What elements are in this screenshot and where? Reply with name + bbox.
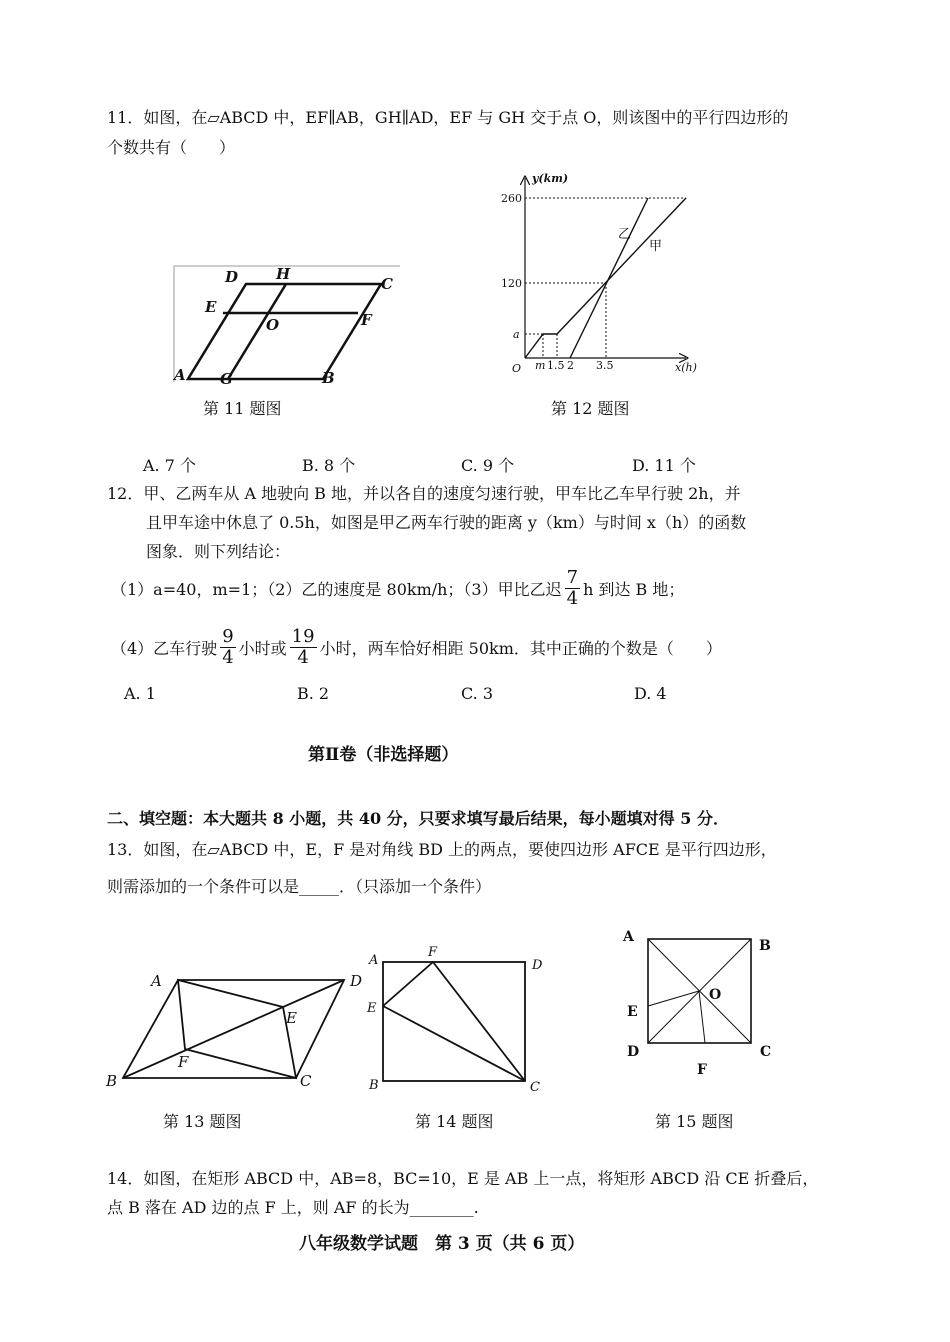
fig11-label-F: F (361, 311, 372, 329)
fig14-label-C: C (530, 1080, 540, 1095)
fig14-label-A: A (369, 953, 379, 968)
q13-line1: 13．如图，在▱ABCD 中，E，F 是对角线 BD 上的两点，要使四边形 AFCE 是平行四边形， (107, 840, 777, 859)
q12-c4-text-end: 小时，两车恰好相距 50km．其中正确的个数是（ ） (319, 639, 722, 658)
fig14-label-F: F (428, 945, 438, 960)
fig12-x-tick-m: m (535, 359, 546, 372)
fig15-label-E: E (627, 1004, 638, 1020)
section2-header: 二、填空题：本大题共 8 小题，共 40 分，只要求填写最后结果，每小题填对得 5 分． (107, 809, 729, 828)
fig13-label-E: E (286, 1009, 297, 1027)
figure-14 (362, 936, 552, 1096)
q12-option-b: B. 2 (297, 684, 330, 703)
q12-line3: 图象．则下列结论： (146, 542, 291, 561)
fig12-line-yi (570, 198, 648, 358)
fig15-label-B: B (759, 938, 771, 954)
fig12-x-tick-1.5: 1.5 (547, 359, 565, 372)
q11-option-b: B. 8 个 (302, 456, 356, 475)
fig15-label-A: A (623, 929, 634, 945)
fig12-y-tick-260: 260 (501, 192, 522, 205)
q12-c1-text-end: h 到达 B 地； (583, 580, 685, 599)
fig14-fold-triangle (383, 962, 525, 1081)
fig14-label-D: D (532, 958, 543, 973)
fig13-label-D: D (350, 972, 363, 990)
fig12-y-tick-a: a (513, 328, 520, 341)
fig15-caption: 第 15 题图 (655, 1112, 734, 1131)
q12-frac1-den: 4 (222, 647, 234, 668)
q12-option-d: D. 4 (634, 684, 667, 703)
fig14-label-E: E (367, 1001, 377, 1016)
fig15-segment-OF (699, 991, 705, 1043)
q11-line2: 个数共有（ ） (107, 138, 236, 157)
fig15-segment-EO (648, 991, 699, 1006)
q12-frac2-num: 19 (291, 626, 315, 647)
fig11-label-H: H (276, 265, 291, 283)
q12-c4-text-mid: 小时或 (238, 639, 287, 658)
fig12-line-jia (525, 198, 686, 358)
fig12-y-tick-120: 120 (501, 277, 522, 290)
fig12-y-label: y(km) (532, 172, 569, 185)
fig11-label-O: O (266, 316, 280, 334)
fig12-label-jia: 甲 (649, 239, 663, 254)
q12-frac-den: 4 (566, 588, 579, 609)
fig13-quad-AFCE (178, 980, 296, 1078)
fig11-parallelogram (188, 284, 381, 379)
q12-frac-num: 7 (566, 567, 579, 588)
fig13-caption: 第 13 题图 (163, 1112, 242, 1131)
fig12-origin: O (512, 362, 522, 375)
fig12-caption: 第 12 题图 (551, 399, 630, 418)
q12-line2: 且甲车途中休息了 0.5h，如图是甲乙两车行驶的距离 y（km）与时间 x（h）的函数 (146, 513, 747, 532)
q12-option-c: C. 3 (461, 684, 494, 703)
section2-title: 第Ⅱ卷（非选择题） (308, 745, 459, 765)
fig11-label-B: B (322, 369, 335, 387)
fig15-label-D: D (627, 1044, 640, 1060)
q14-line1: 14．如图，在矩形 ABCD 中，AB=8，BC=10，E 是 AB 上一点，将矩形 ABCD 沿 CE 折叠后， (107, 1169, 819, 1188)
fig11-label-C: C (381, 275, 393, 293)
figure-13 (100, 964, 375, 1094)
q11-option-c: C. 9 个 (461, 456, 515, 475)
fig12-x-tick-3.5: 3.5 (596, 359, 614, 372)
q12-frac2-den: 4 (297, 647, 309, 668)
q12-fraction-19-4 (290, 627, 317, 668)
q11-line1: 11．如图，在▱ABCD 中，EF∥AB，GH∥AD，EF 与 GH 交于点 O，则该图中的平行四边形的 (107, 108, 789, 127)
q12-fraction-9-4 (220, 627, 235, 668)
q12-c4-text: （4）乙车行驶 (111, 639, 218, 658)
fig11-label-G: G (220, 370, 233, 388)
fig12-x-label: x(h) (675, 361, 697, 374)
q12-conclusion-4 (111, 627, 722, 668)
q12-option-a: A. 1 (124, 684, 156, 703)
q12-conclusions-1-3 (111, 568, 684, 609)
fig11-label-E: E (205, 298, 217, 316)
fig13-label-A: A (151, 972, 162, 990)
fig14-label-B: B (369, 1078, 379, 1093)
fig13-label-F: F (178, 1053, 189, 1071)
fig13-label-C: C (300, 1072, 312, 1090)
fig15-label-O: O (709, 987, 722, 1003)
q11-option-d: D. 11 个 (632, 456, 696, 475)
fig15-label-C: C (760, 1044, 772, 1060)
fig11-label-D: D (225, 268, 239, 286)
fig14-caption: 第 14 题图 (415, 1112, 494, 1131)
fig13-label-B: B (106, 1072, 118, 1090)
q14-line2: 点 B 落在 AD 边的点 F 上，则 AF 的长为________. (107, 1198, 479, 1217)
fig14-rectangle (383, 962, 525, 1081)
q12-frac1-num: 9 (222, 626, 234, 647)
fig12-x-tick-2: 2 (567, 359, 574, 372)
q13-line2: 则需添加的一个条件可以是_____．（只添加一个条件） (107, 877, 492, 896)
figure-12-graph (498, 170, 698, 380)
fig15-label-F: F (697, 1062, 707, 1078)
figure-15 (615, 922, 785, 1082)
q11-option-a: A. 7 个 (143, 456, 196, 475)
page-footer: 八年级数学试题 第 3 页（共 6 页） (299, 1234, 585, 1254)
figure-11 (168, 262, 404, 388)
q12-fraction-7-4 (565, 568, 580, 609)
fig11-caption: 第 11 题图 (203, 399, 282, 418)
fig11-label-A: A (174, 366, 186, 384)
fig12-label-yi: 乙 (618, 227, 632, 242)
q12-c1-text: （1）a=40，m=1；（2）乙的速度是 80km/h；（3）甲比乙迟 (111, 580, 562, 599)
q12-line1: 12．甲、乙两车从 A 地驶向 B 地，并以各自的速度匀速行驶，甲车比乙车早行驶 2h，并 (107, 484, 741, 503)
